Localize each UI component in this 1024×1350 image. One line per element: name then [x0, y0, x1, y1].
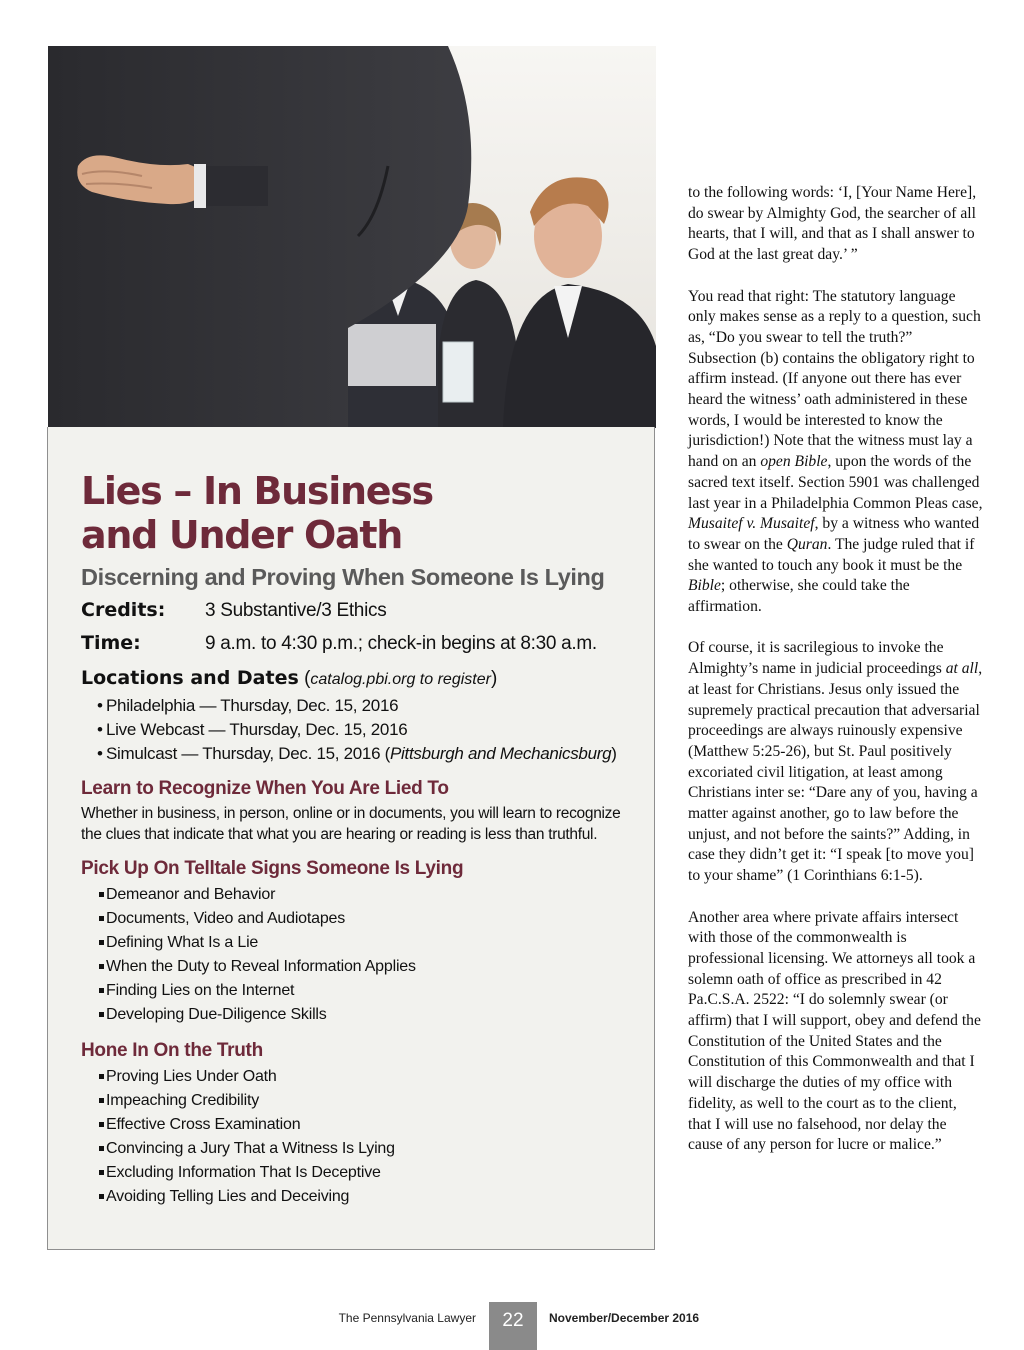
list-item: [81, 931, 641, 955]
credits-label: Credits:: [81, 599, 166, 621]
square-bullet-icon: [99, 1098, 104, 1103]
square-bullet-icon: [99, 1146, 104, 1151]
location-text: Philadelphia — Thursday, Dec. 15, 2016: [106, 696, 399, 715]
list-item: [81, 907, 641, 931]
article-photo: [48, 46, 656, 428]
list-item-text: Finding Lies on the Internet: [106, 982, 295, 999]
list-item-text: Excluding Information That Is Deceptive: [106, 1164, 381, 1181]
list-item-text: Convincing a Jury That a Witness Is Lying: [106, 1140, 395, 1157]
list-item: [81, 955, 641, 979]
text-run: Of course, it is sacrilegious to invoke the Almighty’s name in judicial proceedings: [688, 639, 946, 678]
paragraph: [688, 287, 983, 618]
list-item: [81, 742, 641, 765]
list-item: [81, 1113, 641, 1137]
course-title-line1: Lies – In Business: [81, 469, 433, 513]
section2-heading: Pick Up On Telltale Signs Someone Is Lying: [81, 858, 464, 879]
square-bullet-icon: [99, 940, 104, 945]
location-text: Simulcast — Thursday, Dec. 15, 2016 (: [106, 744, 391, 763]
list-item: [81, 979, 641, 1003]
location-suffix: ): [611, 744, 617, 763]
text-run-italic: open Bible: [760, 453, 828, 471]
list-item-text: Avoiding Telling Lies and Deceiving: [106, 1188, 350, 1205]
section1-heading: Learn to Recognize When You Are Lied To: [81, 778, 449, 799]
text-run: You read that right: The statutory language only makes sense as a reply to a question, such as, “Do you swear to tell the truth?” Subsection (b) contains the obligatory right to affirm instead. (If anyone out there has ever heard the witness’ oath administered in these words, I would be interested to know the jurisdiction!) Note that the witness must lay a hand on an: [688, 287, 981, 471]
text-run-italic: Musaitef v. Musaitef: [688, 515, 815, 533]
course-sidebar: [47, 427, 655, 1250]
paragraph: [688, 638, 983, 886]
square-bullet-icon: [99, 1194, 104, 1199]
list-item-text: Demeanor and Behavior: [106, 886, 276, 903]
time-label: Time:: [81, 632, 141, 654]
list-item: [81, 883, 641, 907]
locations-label: Locations and Dates: [81, 667, 299, 689]
list-item-text: Defining What Is a Lie: [106, 934, 259, 951]
credits-row: [81, 597, 641, 624]
credits-value: 3 Substantive/3 Ethics: [205, 600, 387, 621]
square-bullet-icon: [99, 1074, 104, 1079]
paragraph: to the following words: ‘I, [Your Name Here], do swear by Almighty God, the searcher of all hearts, that I will, and that as I shall answer to God at the last great day.’ ”: [688, 184, 977, 264]
course-title-line2: and Under Oath: [81, 513, 402, 557]
section3-list: [81, 1065, 641, 1209]
issue-date: November/December 2016: [549, 1311, 700, 1325]
page-number-badge: 22: [489, 1302, 537, 1350]
article-column: [688, 183, 983, 1156]
text-run-italic: Bible: [688, 577, 721, 595]
location-italic: Pittsburgh and Mechanicsburg: [390, 744, 612, 763]
section1-body: Whether in business, in person, online or in documents, you will learn to recognize the clues that indicate that what you are hearing or reading is less than truthful.: [81, 805, 621, 843]
list-item: [81, 1137, 641, 1161]
text-run: , at least for Christians. Jesus only issued the supremely practical precaution that adversarial proceedings are always ruinously expensive (Matthew 5:25-26), but St. Paul positively excoriated civil litigation, at least among Christians inter se: “Dare any of you, having a matter against another, go to law before the unjust, and not before the saints?” Adding, in case they didn’t get it: “I speak [to move you] to your shame” (1 Corinthians 6:1-5).: [688, 660, 983, 885]
text-run: . The judge ruled that if she wanted to touch any book it must be the: [688, 535, 975, 574]
section2-list: [81, 883, 641, 1027]
location-text: Live Webcast — Thursday, Dec. 15, 2016: [106, 720, 408, 739]
course-subtitle: Discerning and Proving When Someone Is Lying: [81, 564, 605, 590]
square-bullet-icon: [99, 988, 104, 993]
list-item-text: Developing Due-Diligence Skills: [106, 1006, 327, 1023]
list-item: [81, 694, 641, 717]
list-item-text: Documents, Video and Audiotapes: [106, 910, 346, 927]
text-run: , upon the words of the sacred text itself. Section 5901 was challenged last year in a Philadelphia Common Pleas case,: [688, 453, 983, 512]
list-item: [81, 1065, 641, 1089]
locations-list: [81, 694, 641, 765]
text-run: ; otherwise, she could take the affirmation.: [688, 577, 910, 616]
list-item-text: Impeaching Credibility: [106, 1092, 260, 1109]
course-title: [81, 469, 641, 557]
business-people-crossed-fingers-photo: [48, 46, 656, 428]
text-run-italic: at all: [945, 660, 979, 678]
time-row: [81, 630, 641, 657]
square-bullet-icon: [99, 1012, 104, 1017]
time-value: 9 a.m. to 4:30 p.m.; check-in begins at 8:30 a.m.: [205, 633, 597, 654]
square-bullet-icon: [99, 964, 104, 969]
register-link[interactable]: catalog.pbi.org to register: [310, 671, 491, 688]
list-item: [81, 1003, 641, 1027]
list-item-text: Proving Lies Under Oath: [106, 1068, 277, 1085]
bullet-icon: [97, 718, 103, 741]
list-item: [81, 1185, 641, 1209]
list-item: [81, 1089, 641, 1113]
square-bullet-icon: [99, 1170, 104, 1175]
bullet-icon: [97, 742, 103, 765]
square-bullet-icon: [99, 916, 104, 921]
list-item: [81, 1161, 641, 1185]
locations-link-close: ): [490, 668, 498, 689]
section3-heading: Hone In On the Truth: [81, 1040, 263, 1061]
list-item: [81, 718, 641, 741]
text-run: , by a witness who wanted to swear on the: [688, 515, 980, 553]
square-bullet-icon: [99, 1122, 104, 1127]
paragraph: Another area where private affairs intersect with those of the commonwealth is professional licensing. We attorneys all took a solemn oath of office as prescribed in 42 Pa.C.S.A. 2522: “I do solemnly swear (or affirm) that I will support, obey and defend the Constitution of the United States and the Constitution of this Commonwealth and that I will discharge the duties of my office with fidelity, as well to the court as to the client, that I will use no falsehood, nor delay the cause of any person for lucre or malice.”: [688, 908, 981, 1154]
list-item-text: When the Duty to Reveal Information Applies: [106, 958, 416, 975]
list-item-text: Effective Cross Examination: [106, 1116, 301, 1133]
square-bullet-icon: [99, 892, 104, 897]
locations-heading: [81, 665, 641, 693]
text-run-italic: Quran: [786, 535, 828, 553]
locations-link-open: (: [304, 668, 311, 689]
bullet-icon: [97, 694, 103, 717]
publication-name: The Pennsylvania Lawyer: [338, 1311, 476, 1325]
